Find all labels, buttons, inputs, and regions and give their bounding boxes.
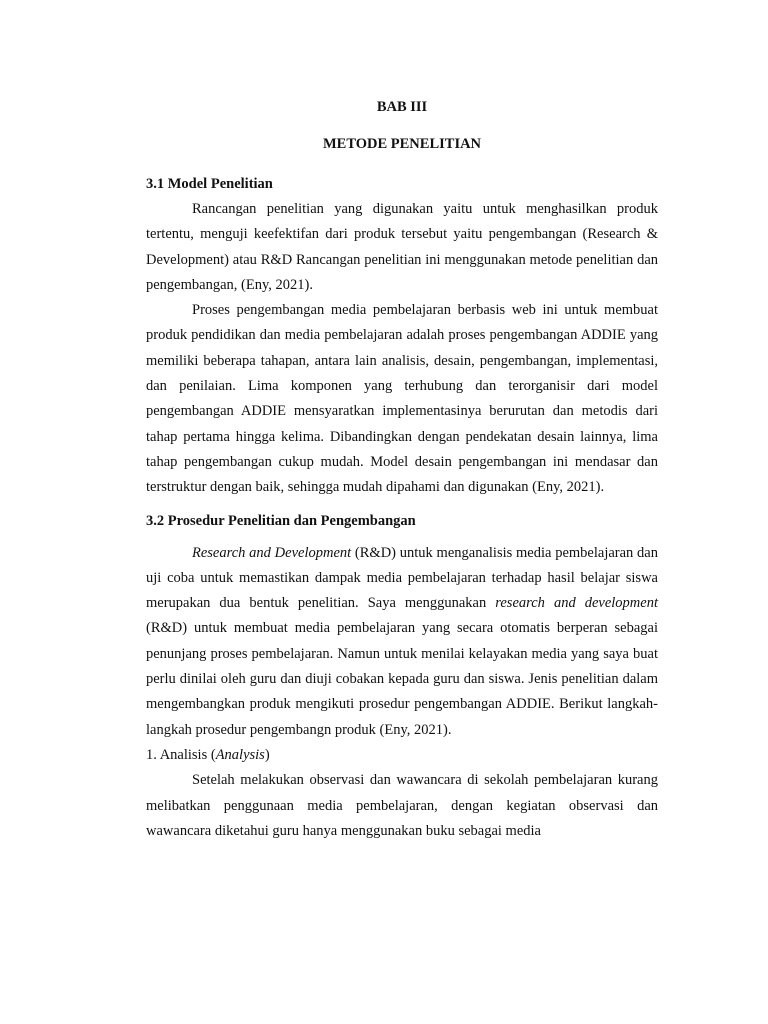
chapter-heading: BAB III [376, 99, 428, 115]
paragraph-model-2: Proses pengembangan media pembelajaran berbasis web ini untuk membuat produk pendidikan dan media pembelajaran adalah proses pengembangan ADDIE yang memiliki beberapa tahapan, antara lain analisis, desain, pengembangan, implementasi, dan penilaian. Lima komponen yang terhubung dan terorganisir dari model pengembangan ADDIE mensyaratkan implementasinya berurutan dan metodis dari tahap pertama hingga kelima. Dibandingkan dengan pendekatan desain lainnya, lima tahap pengembangan cukup mudah. Model desain pengembangan ini mendasar dan terstruktur dengan baik, sehingga mudah dipahami dan digunakan (Eny, 2021). [146, 302, 658, 496]
list-item-suffix: ) [264, 746, 270, 763]
chapter-title: METODE PENELITIAN [322, 135, 482, 152]
paragraph-text-part-1: (R&D) untuk menganalisis media pembelajaran dan uji coba untuk memastikan dampak media pembelajaran terhadap hasil belajar siswa merupakan dua bentuk penelitian. Saya menggunakan [146, 544, 658, 612]
paragraph-model-1: Rancangan penelitian yang digunakan yaitu untuk menghasilkan produk tertentu, menguji keefektifan dari produk tersebut yaitu pengembangan (Research & Development) atau R&D Rancangan penelitian ini menggunakan metode penelitian dan pengembangan, (Eny, 2021). [146, 201, 658, 293]
italic-term-rnd: Research and Development [192, 544, 352, 561]
list-item-italic: Analysis [215, 746, 265, 763]
italic-term-rnd-lower: research and development [495, 595, 658, 612]
section-heading-3-1: 3.1 Model Penelitian [146, 176, 273, 192]
paragraph-prosedur [146, 541, 658, 743]
section-heading-3-2: 3.2 Prosedur Penelitian dan Pengembangan [146, 512, 416, 529]
paragraph-text-part-2: (R&D) untuk membuat media pembelajaran yang secara otomatis berperan sebagai penunjang proses pembelajaran. Namun untuk menilai kelayakan media yang saya buat perlu dinilai oleh guru dan diuji cobakan kepada guru dan siswa. Jenis penelitian dalam mengembangkan produk mengikuti prosedur pengembangan ADDIE. Berikut langkah-langkah prosedur pengembangn produk (Eny, 2021). [146, 620, 658, 738]
list-item-prefix: 1. Analisis ( [146, 746, 216, 763]
paragraph-analisis: Setelah melakukan observasi dan wawancara di sekolah pembelajaran kurang melibatkan penggunaan media pembelajaran, dengan kegiatan observasi dan wawancara diketahui guru hanya menggunakan buku sebagai media [146, 772, 658, 839]
list-item-analisis-title [146, 743, 658, 768]
